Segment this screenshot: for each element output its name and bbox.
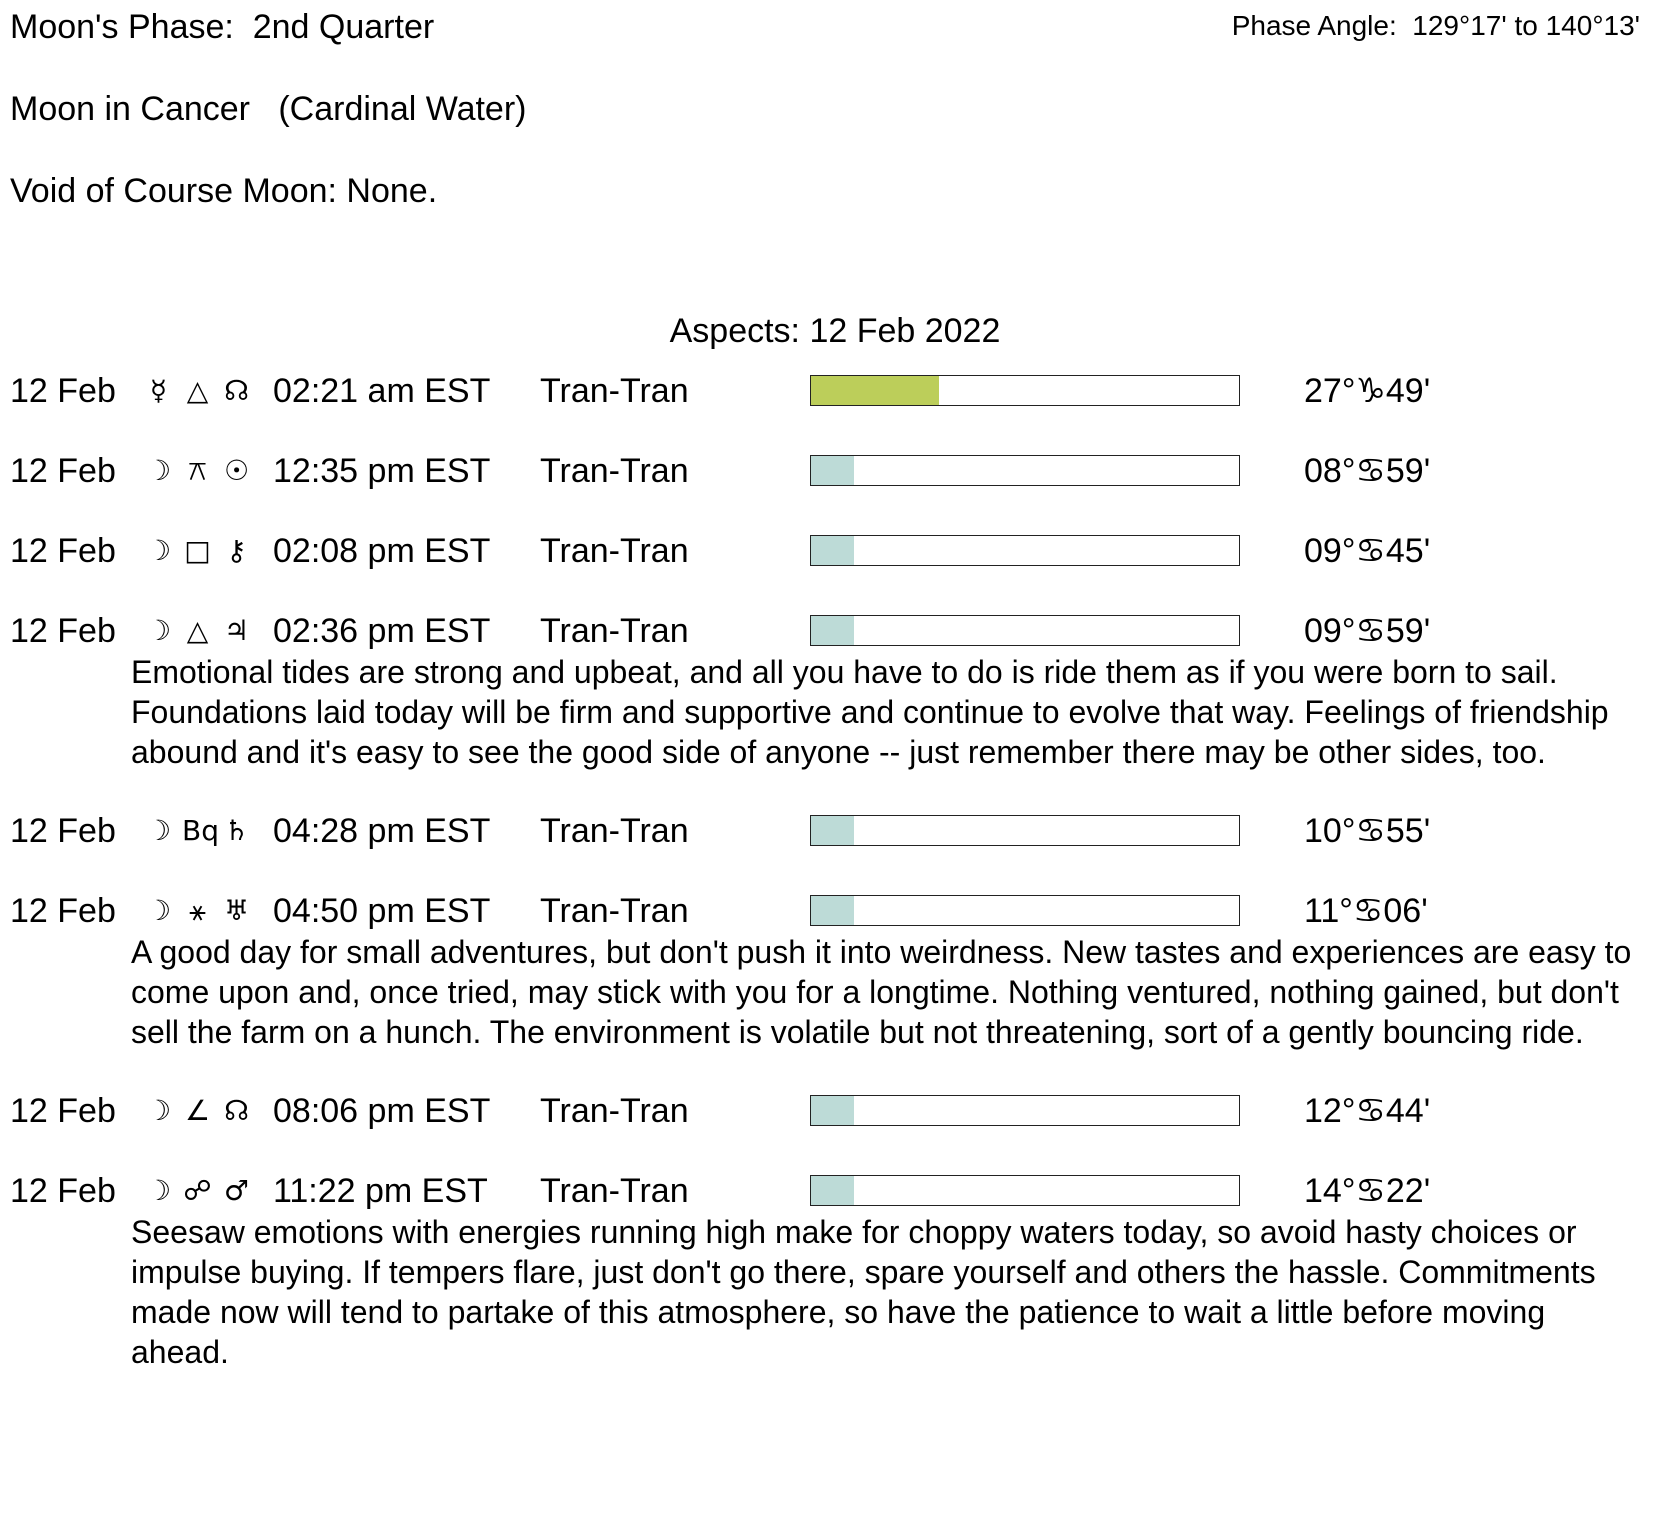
aspect-row	[0, 810, 1670, 852]
aspect-entry	[0, 1090, 1670, 1132]
aspect-type: Tran-Tran	[540, 892, 689, 930]
moon-phase: Moon's Phase: 2nd Quarter	[10, 8, 435, 46]
north-node-icon: ☊	[224, 374, 249, 407]
strength-bar-fill	[811, 616, 854, 645]
aspect-entry	[0, 810, 1670, 852]
aspect-type: Tran-Tran	[540, 532, 689, 570]
aspect-date: 12 Feb	[10, 892, 116, 930]
aspect-row	[0, 890, 1670, 932]
aspect-position: 09°♋45'	[1304, 532, 1431, 570]
jupiter-icon: ♃	[223, 614, 250, 647]
aspect-symbols	[143, 1090, 252, 1132]
chiron-icon: ⚷	[226, 534, 247, 567]
opposition-icon: ☍	[183, 1174, 212, 1207]
aspect-description: A good day for small adventures, but don't push it into weirdness. New tastes and experiences are easy to come upon and, once tried, may stick with you for a longtime. Nothing ventured, nothing gained, but don't sell the farm on a hunch. The environment is volatile but not threatening, sort of a gently bouncing ride.	[131, 934, 1632, 1050]
mars-icon: ♂	[223, 1174, 250, 1207]
sesquiquadrate-icon: ⚻	[188, 454, 207, 487]
phase-angle: Phase Angle: 129°17' to 140°13'	[1231, 10, 1640, 41]
aspects-title: Aspects: 12 Feb 2022	[669, 312, 1001, 350]
aspect-entry	[0, 370, 1670, 412]
strength-bar	[810, 815, 1240, 846]
aspect-type: Tran-Tran	[540, 1092, 689, 1130]
strength-bar	[810, 615, 1240, 646]
aspect-symbols	[143, 530, 252, 572]
aspect-entry	[0, 450, 1670, 492]
strength-bar	[810, 895, 1240, 926]
uranus-icon: ♅	[223, 894, 250, 927]
aspect-type: Tran-Tran	[540, 452, 689, 490]
aspect-time: 04:28 pm EST	[273, 812, 491, 850]
strength-bar	[810, 1175, 1240, 1206]
aspect-row	[0, 610, 1670, 652]
aspect-position: 12°♋44'	[1304, 1092, 1431, 1130]
aspect-type: Tran-Tran	[540, 1172, 689, 1210]
moon-icon: ☽	[145, 534, 172, 567]
aspect-type: Tran-Tran	[540, 372, 689, 410]
aspect-time: 11:22 pm EST	[273, 1172, 488, 1210]
aspect-description: Seesaw emotions with energies running high make for choppy waters today, so avoid hasty choices or impulse buying. If tempers flare, just don't go there, spare yourself and others the hassle. Commitments made now will tend to partake of this atmosphere, so have the patience to wait a little before moving ahead.	[131, 1214, 1596, 1370]
biquintile-icon: Bq	[182, 814, 219, 847]
aspect-symbols	[143, 370, 252, 412]
aspect-date: 12 Feb	[10, 812, 116, 850]
aspect-row	[0, 1090, 1670, 1132]
strength-bar-fill	[811, 456, 854, 485]
aspect-description: Emotional tides are strong and upbeat, and all you have to do is ride them as if you were born to sail. Foundations laid today will be firm and supportive and continue to evolve that way. Feelings of friendship abound and it's easy to see the good side of anyone -- just remember there may be other sides, too.	[131, 654, 1609, 770]
aspect-time: 02:08 pm EST	[273, 532, 491, 570]
aspect-symbols	[143, 890, 252, 932]
aspect-position: 14°♋22'	[1304, 1172, 1431, 1210]
strength-bar-fill	[811, 536, 854, 565]
strength-bar	[810, 1095, 1240, 1126]
aspect-row	[0, 450, 1670, 492]
aspect-symbols	[143, 610, 252, 652]
aspect-time: 12:35 pm EST	[273, 452, 491, 490]
aspect-position: 11°♋06'	[1304, 892, 1428, 930]
mercury-icon: ☿	[149, 374, 168, 407]
aspect-row	[0, 1170, 1670, 1212]
aspect-date: 12 Feb	[10, 532, 116, 570]
moon-icon: ☽	[145, 894, 172, 927]
saturn-icon: ♄	[223, 814, 250, 847]
strength-bar-fill	[811, 816, 854, 845]
aspect-date: 12 Feb	[10, 1172, 116, 1210]
moon-icon: ☽	[145, 454, 172, 487]
aspect-position: 10°♋55'	[1304, 812, 1431, 850]
strength-bar	[810, 535, 1240, 566]
strength-bar-fill	[811, 896, 854, 925]
aspects-list	[0, 370, 1670, 1410]
semisquare-icon: ∠	[184, 1094, 211, 1127]
aspect-entry	[0, 610, 1670, 772]
aspect-symbols	[143, 450, 252, 492]
aspect-position: 09°♋59'	[1304, 612, 1431, 650]
aspect-date: 12 Feb	[10, 452, 116, 490]
strength-bar-fill	[811, 1176, 854, 1205]
aspect-time: 02:21 am EST	[273, 372, 491, 410]
north-node-icon: ☊	[224, 1094, 249, 1127]
trine-icon: △	[186, 614, 209, 647]
aspect-date: 12 Feb	[10, 372, 116, 410]
aspect-entry	[0, 1170, 1670, 1372]
aspect-date: 12 Feb	[10, 612, 116, 650]
aspect-time: 04:50 pm EST	[273, 892, 491, 930]
strength-bar	[810, 455, 1240, 486]
aspect-time: 08:06 pm EST	[273, 1092, 491, 1130]
moon-sign: Moon in Cancer (Cardinal Water)	[10, 90, 527, 128]
aspect-position: 27°♑49'	[1304, 372, 1431, 410]
aspect-type: Tran-Tran	[540, 812, 689, 850]
strength-bar-fill	[811, 1096, 854, 1125]
moon-icon: ☽	[145, 1094, 172, 1127]
moon-icon: ☽	[145, 1174, 172, 1207]
square-icon: □	[184, 534, 211, 567]
moon-icon: ☽	[145, 814, 172, 847]
aspect-row	[0, 370, 1670, 412]
aspect-date: 12 Feb	[10, 1092, 116, 1130]
aspect-position: 08°♋59'	[1304, 452, 1431, 490]
aspect-symbols	[143, 810, 252, 852]
aspect-entry	[0, 530, 1670, 572]
aspect-symbols	[143, 1170, 252, 1212]
moon-icon: ☽	[145, 614, 172, 647]
aspect-time: 02:36 pm EST	[273, 612, 491, 650]
sextile-icon: ⚹	[189, 894, 206, 927]
sun-icon: ☉	[223, 454, 250, 487]
trine-icon: △	[186, 374, 209, 407]
strength-bar	[810, 375, 1240, 406]
strength-bar-fill	[811, 376, 939, 405]
aspect-row	[0, 530, 1670, 572]
aspect-type: Tran-Tran	[540, 612, 689, 650]
void-of-course: Void of Course Moon: None.	[10, 172, 438, 210]
aspect-entry	[0, 890, 1670, 1052]
